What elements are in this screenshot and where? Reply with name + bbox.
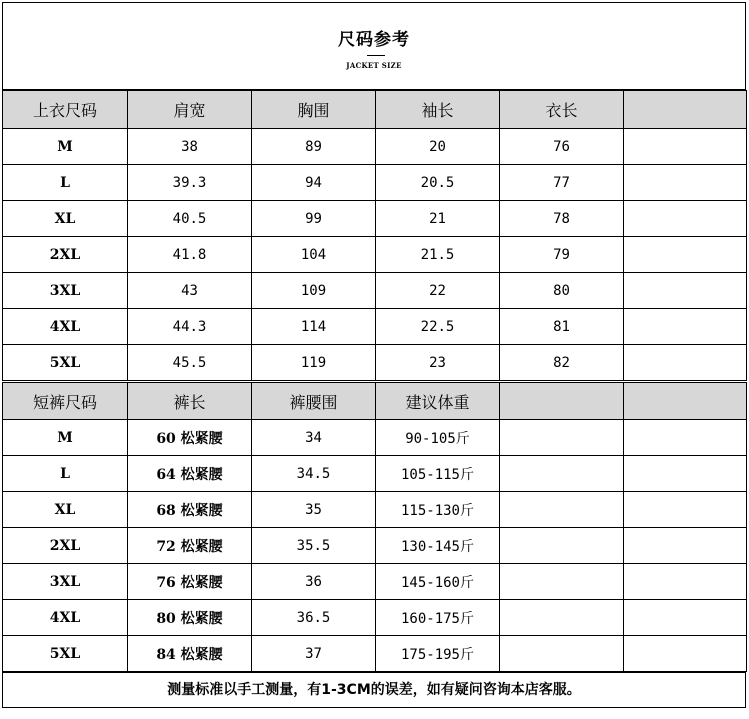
page-subtitle: JACKET SIZE [346,61,402,70]
empty-cell [500,636,624,672]
table-cell: 44.3 [128,309,252,345]
table-row [3,345,747,381]
jacket-header-cell: 衣长 [500,91,624,129]
table-cell: 64 松紧腰 [128,456,252,492]
table-cell: 39.3 [128,165,252,201]
table-row [3,237,747,273]
table-cell: 38 [128,129,252,165]
table-row [3,129,747,165]
empty-cell [624,528,747,564]
measurement-note: 测量标准以手工测量，有1-3CM的误差，如有疑问咨询本店客服。 [2,672,746,708]
table-cell: 114 [252,309,376,345]
table-cell: 35 [252,492,376,528]
size-label-cell: 4XL [3,600,128,636]
table-cell: 94 [252,165,376,201]
table-cell: 76 松紧腰 [128,564,252,600]
table-cell: 41.8 [128,237,252,273]
table-row [3,309,747,345]
table-row [3,273,747,309]
jacket-header-cell [624,91,747,129]
empty-cell [624,273,747,309]
table-cell: 115-130斤 [376,492,500,528]
size-label-cell: L [3,165,128,201]
table-cell: 20 [376,129,500,165]
table-cell: 20.5 [376,165,500,201]
empty-cell [624,564,747,600]
empty-cell [624,420,747,456]
size-label-cell: M [3,420,128,456]
empty-cell [500,492,624,528]
table-cell: 21.5 [376,237,500,273]
table-cell: 43 [128,273,252,309]
table-cell: 109 [252,273,376,309]
size-label-cell: XL [3,492,128,528]
table-cell: 80 [500,273,624,309]
table-cell: 84 松紧腰 [128,636,252,672]
jacket-header-row [3,91,747,129]
size-label-cell: 2XL [3,237,128,273]
table-row [3,165,747,201]
table-row [3,456,747,492]
empty-cell [624,165,747,201]
table-cell: 22 [376,273,500,309]
size-label-cell: 5XL [3,345,128,381]
empty-cell [624,636,747,672]
jacket-header-cell: 肩宽 [128,91,252,129]
title-divider [367,55,385,56]
size-label-cell: XL [3,201,128,237]
table-cell: 40.5 [128,201,252,237]
size-label-cell: 5XL [3,636,128,672]
size-label-cell: 3XL [3,273,128,309]
table-cell: 23 [376,345,500,381]
shorts-header-row [3,383,747,420]
table-cell: 45.5 [128,345,252,381]
shorts-header-cell [500,383,624,420]
table-row [3,564,747,600]
table-row [3,636,747,672]
empty-cell [500,420,624,456]
empty-cell [500,600,624,636]
table-cell: 37 [252,636,376,672]
table-cell: 36 [252,564,376,600]
shorts-header-cell: 裤长 [128,383,252,420]
table-cell: 104 [252,237,376,273]
table-cell: 60 松紧腰 [128,420,252,456]
table-cell: 34.5 [252,456,376,492]
empty-cell [500,528,624,564]
table-cell: 82 [500,345,624,381]
jacket-header-cell: 胸围 [252,91,376,129]
size-label-cell: 4XL [3,309,128,345]
table-cell: 22.5 [376,309,500,345]
table-cell: 34 [252,420,376,456]
table-cell: 21 [376,201,500,237]
table-cell: 99 [252,201,376,237]
jacket-header-cell: 袖长 [376,91,500,129]
table-row [3,528,747,564]
table-cell: 81 [500,309,624,345]
page-title: 尺码参考 [338,30,410,50]
size-label-cell: 3XL [3,564,128,600]
table-cell: 68 松紧腰 [128,492,252,528]
shorts-header-cell [624,383,747,420]
jacket-size-table [2,90,747,381]
shorts-header-cell: 短裤尺码 [3,383,128,420]
empty-cell [624,129,747,165]
shorts-header-cell: 裤腰围 [252,383,376,420]
size-label-cell: L [3,456,128,492]
table-row [3,201,747,237]
table-cell: 79 [500,237,624,273]
shorts-size-table [2,382,747,672]
empty-cell [624,345,747,381]
table-cell: 35.5 [252,528,376,564]
table-cell: 105-115斤 [376,456,500,492]
table-cell: 89 [252,129,376,165]
table-row [3,600,747,636]
table-row [3,492,747,528]
empty-cell [624,237,747,273]
table-cell: 76 [500,129,624,165]
size-label-cell: M [3,129,128,165]
table-cell: 119 [252,345,376,381]
table-cell: 90-105斤 [376,420,500,456]
table-cell: 175-195斤 [376,636,500,672]
table-cell: 145-160斤 [376,564,500,600]
table-cell: 130-145斤 [376,528,500,564]
shorts-header-cell: 建议体重 [376,383,500,420]
empty-cell [624,201,747,237]
empty-cell [500,456,624,492]
title-section [2,2,746,90]
table-row [3,420,747,456]
size-label-cell: 2XL [3,528,128,564]
table-cell: 77 [500,165,624,201]
table-cell: 160-175斤 [376,600,500,636]
jacket-header-cell: 上衣尺码 [3,91,128,129]
table-cell: 80 松紧腰 [128,600,252,636]
empty-cell [500,564,624,600]
empty-cell [624,492,747,528]
table-cell: 72 松紧腰 [128,528,252,564]
table-cell: 36.5 [252,600,376,636]
empty-cell [624,456,747,492]
table-cell: 78 [500,201,624,237]
empty-cell [624,309,747,345]
empty-cell [624,600,747,636]
